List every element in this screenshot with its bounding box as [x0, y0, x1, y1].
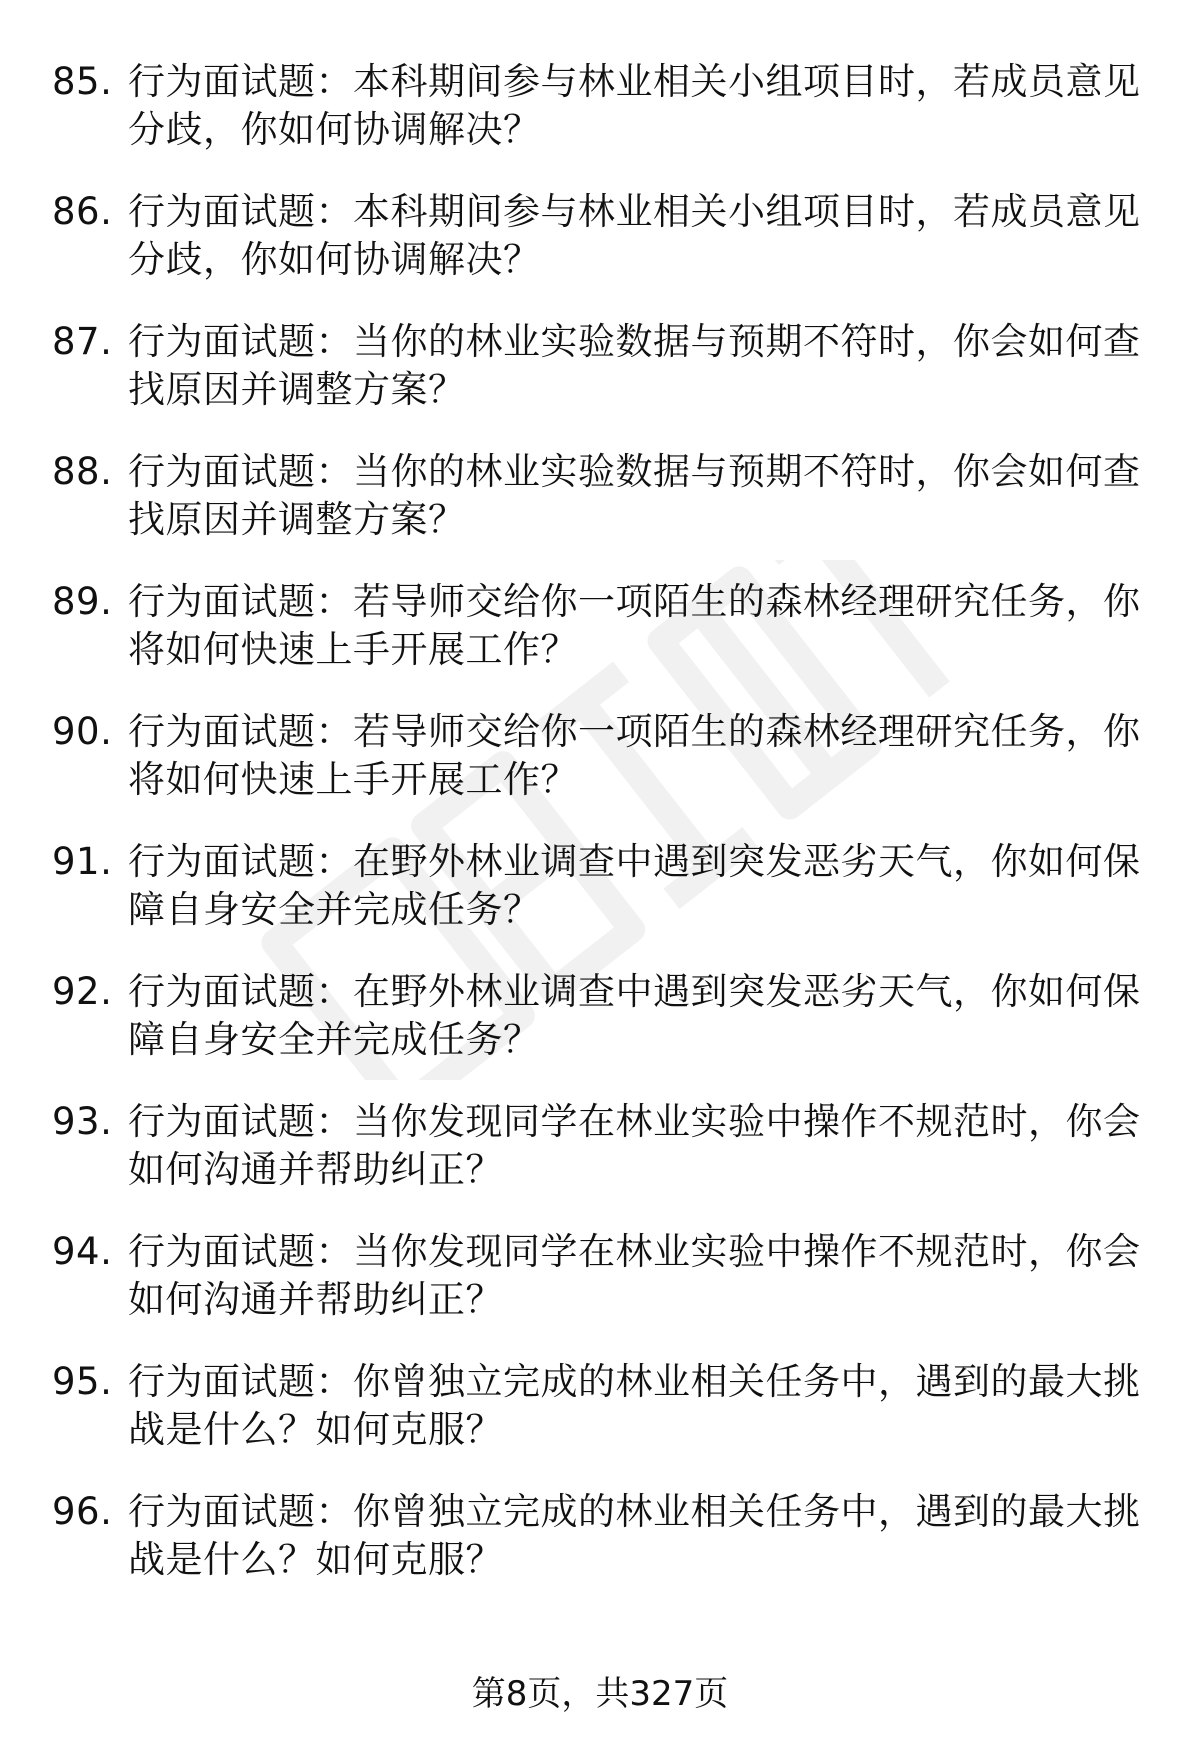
question-text: 行为面试题：本科期间参与林业相关小组项目时，若成员意见分歧，你如何协调解决？: [128, 190, 1141, 281]
question-text: 行为面试题：当你发现同学在林业实验中操作不规范时，你会如何沟通并帮助纠正？: [128, 1230, 1141, 1321]
question-number: 92.: [52, 970, 113, 1013]
question-text: 行为面试题：你曾独立完成的林业相关任务中，遇到的最大挑战是什么？如何克服？: [128, 1490, 1141, 1581]
question-number: 89.: [52, 580, 113, 623]
question-item-86: [52, 188, 1142, 284]
question-number: 94.: [52, 1230, 113, 1273]
question-text: 行为面试题：当你的林业实验数据与预期不符时，你会如何查找原因并调整方案？: [128, 320, 1141, 411]
question-item-92: [52, 968, 1142, 1064]
question-number: 87.: [52, 320, 113, 363]
question-text: 行为面试题：你曾独立完成的林业相关任务中，遇到的最大挑战是什么？如何克服？: [128, 1360, 1141, 1451]
page-number-label: 第8页，共327页: [471, 1674, 729, 1714]
question-item-89: [52, 578, 1142, 674]
question-text: 行为面试题：当你的林业实验数据与预期不符时，你会如何查找原因并调整方案？: [128, 450, 1141, 541]
question-number: 90.: [52, 710, 113, 753]
question-number: 86.: [52, 190, 113, 233]
question-number: 85.: [52, 60, 113, 103]
question-item-95: [52, 1358, 1142, 1454]
question-text: 行为面试题：在野外林业调查中遇到突发恶劣天气，你如何保障自身安全并完成任务？: [128, 970, 1141, 1061]
question-item-85: [52, 58, 1142, 154]
question-number: 91.: [52, 840, 113, 883]
question-text: 行为面试题：在野外林业调查中遇到突发恶劣天气，你如何保障自身安全并完成任务？: [128, 840, 1141, 931]
question-item-93: [52, 1098, 1142, 1194]
question-text: 行为面试题：本科期间参与林业相关小组项目时，若成员意见分歧，你如何协调解决？: [128, 60, 1141, 151]
question-text: 行为面试题：当你发现同学在林业实验中操作不规范时，你会如何沟通并帮助纠正？: [128, 1100, 1141, 1191]
question-item-90: [52, 708, 1142, 804]
question-item-91: [52, 838, 1142, 934]
question-item-88: [52, 448, 1142, 544]
page-footer: [0, 1672, 1200, 1716]
question-item-94: [52, 1228, 1142, 1324]
question-list: [52, 58, 1142, 1618]
question-item-87: [52, 318, 1142, 414]
question-item-96: [52, 1488, 1142, 1584]
question-number: 96.: [52, 1490, 113, 1533]
question-number: 95.: [52, 1360, 113, 1403]
question-number: 88.: [52, 450, 113, 493]
question-text: 行为面试题：若导师交给你一项陌生的森林经理研究任务，你将如何快速上手开展工作？: [128, 710, 1141, 801]
question-text: 行为面试题：若导师交给你一项陌生的森林经理研究任务，你将如何快速上手开展工作？: [128, 580, 1141, 671]
question-number: 93.: [52, 1100, 113, 1143]
